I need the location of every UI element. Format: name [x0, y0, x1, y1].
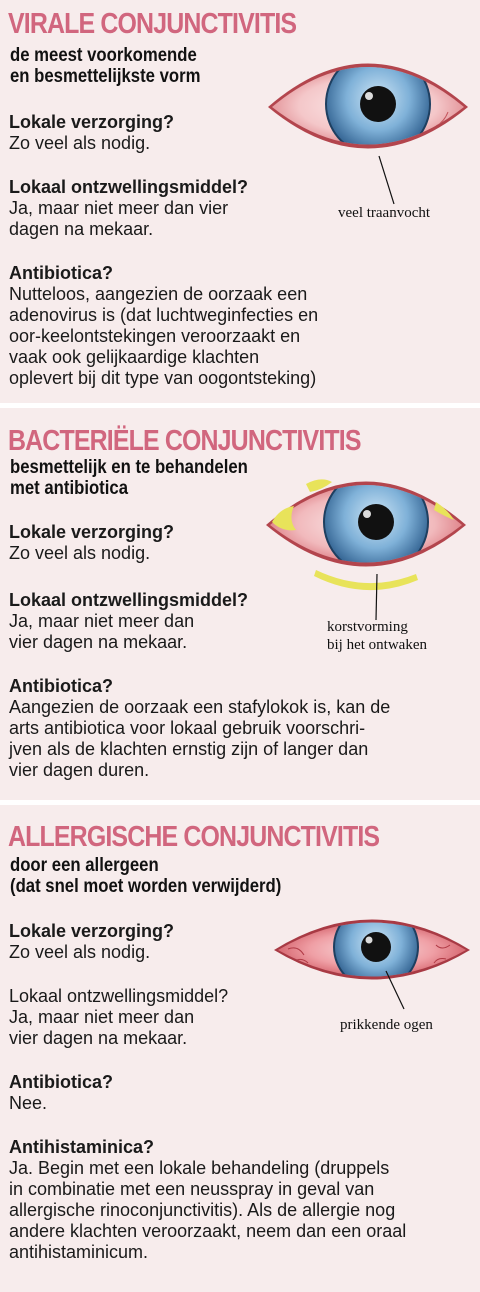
- care-block: [9, 921, 174, 963]
- antibiotics-block: [9, 1072, 113, 1114]
- callout-line: korstvorming: [327, 619, 408, 635]
- antibiotics-text: oplevert bij dit type van oogontsteking): [9, 368, 317, 388]
- subtitle-line: (dat snel moet worden verwijderd): [10, 876, 282, 897]
- decongestant-text: dagen na mekaar.: [9, 219, 154, 239]
- subtitle-line: met antibiotica: [10, 478, 128, 499]
- care-block: [9, 522, 174, 564]
- antibiotics-text: Aangezien de oorzaak een stafylokok is, kan de: [9, 697, 391, 717]
- antibiotics-text: vaak ook gelijkaardige klachten: [9, 347, 260, 367]
- section-subtitle: [10, 457, 248, 499]
- callout-label: prikkende ogen: [340, 1017, 433, 1033]
- antibiotics-text: oor-keelontstekingen veroorzaakt en: [9, 326, 301, 346]
- section-subtitle: [10, 855, 281, 897]
- antibiotics-text: vier dagen duren.: [9, 760, 150, 780]
- care-heading: Lokale verzorging?: [9, 112, 175, 132]
- care-heading: Lokale verzorging?: [9, 921, 175, 941]
- section-bacterial: [0, 408, 480, 800]
- care-heading: Lokale verzorging?: [9, 522, 175, 542]
- callout-line: bij het ontwaken: [327, 637, 427, 653]
- antihistamines-text: Ja. Begin met een lokale behandeling (druppels: [9, 1158, 390, 1178]
- decongestant-heading: Lokaal ontzwellingsmiddel?: [9, 590, 249, 610]
- section-allergic: [0, 805, 480, 1292]
- antibiotics-text: jven als de klachten ernstig zijn of langer dan: [9, 739, 369, 759]
- section-subtitle: [10, 45, 201, 87]
- care-text: Zo veel als nodig.: [9, 543, 151, 563]
- decongestant-text: Ja, maar niet meer dan: [9, 611, 195, 631]
- subtitle-line: door een allergeen: [10, 855, 159, 876]
- antibiotics-heading: Antibiotica?: [9, 263, 113, 283]
- antihistamines-heading: Antihistaminica?: [9, 1137, 155, 1157]
- antibiotics-text: Nutteloos, aangezien de oorzaak een: [9, 284, 308, 304]
- subtitle-line: en besmettelijkste vorm: [10, 66, 201, 87]
- decongestant-block: [9, 986, 228, 1049]
- antihistamines-text: antihistaminicum.: [9, 1242, 149, 1262]
- antibiotics-text: adenovirus is (dat luchtweginfecties en: [9, 305, 319, 325]
- subtitle-line: besmettelijk en te behandelen: [10, 457, 248, 478]
- section-viral: [0, 0, 480, 403]
- antihistamines-block: [9, 1137, 406, 1263]
- antibiotics-text: arts antibiotica voor lokaal gebruik voorschri-: [9, 718, 366, 738]
- decongestant-block: [9, 177, 248, 240]
- antihistamines-text: in combinatie met een neusspray in geval van: [9, 1179, 375, 1199]
- section-title: ALLERGISCHE CONJUNCTIVITIS: [8, 821, 380, 853]
- callout-label: [327, 618, 427, 654]
- antihistamines-text: allergische rinoconjunctivitis). Als de allergie nog: [9, 1200, 396, 1220]
- antibiotics-block: [9, 676, 390, 781]
- antibiotics-heading: Antibiotica?: [9, 676, 113, 696]
- decongestant-heading: Lokaal ontzwellingsmiddel?: [9, 986, 229, 1006]
- antibiotics-block: [9, 263, 318, 389]
- decongestant-text: Ja, maar niet meer dan: [9, 1007, 195, 1027]
- watery-eye-illustration: [268, 52, 468, 212]
- antihistamines-text: andere klachten veroorzaakt, neem dan een oraal: [9, 1221, 407, 1241]
- subtitle-line: de meest voorkomende: [10, 45, 197, 66]
- care-block: [9, 112, 174, 154]
- decongestant-block: [9, 590, 248, 653]
- antibiotics-heading: Antibiotica?: [9, 1072, 113, 1092]
- callout-label: veel traanvocht: [338, 205, 431, 221]
- decongestant-text: vier dagen na mekaar.: [9, 632, 188, 652]
- decongestant-text: Ja, maar niet meer dan vier: [9, 198, 229, 218]
- decongestant-text: vier dagen na mekaar.: [9, 1028, 188, 1048]
- antibiotics-text: Nee.: [9, 1093, 48, 1113]
- crusted-eye-illustration: [266, 470, 466, 630]
- section-title: VIRALE CONJUNCTIVITIS: [8, 8, 297, 40]
- section-title: BACTERIËLE CONJUNCTIVITIS: [8, 425, 361, 457]
- care-text: Zo veel als nodig.: [9, 942, 151, 962]
- decongestant-heading: Lokaal ontzwellingsmiddel?: [9, 177, 249, 197]
- care-text: Zo veel als nodig.: [9, 133, 151, 153]
